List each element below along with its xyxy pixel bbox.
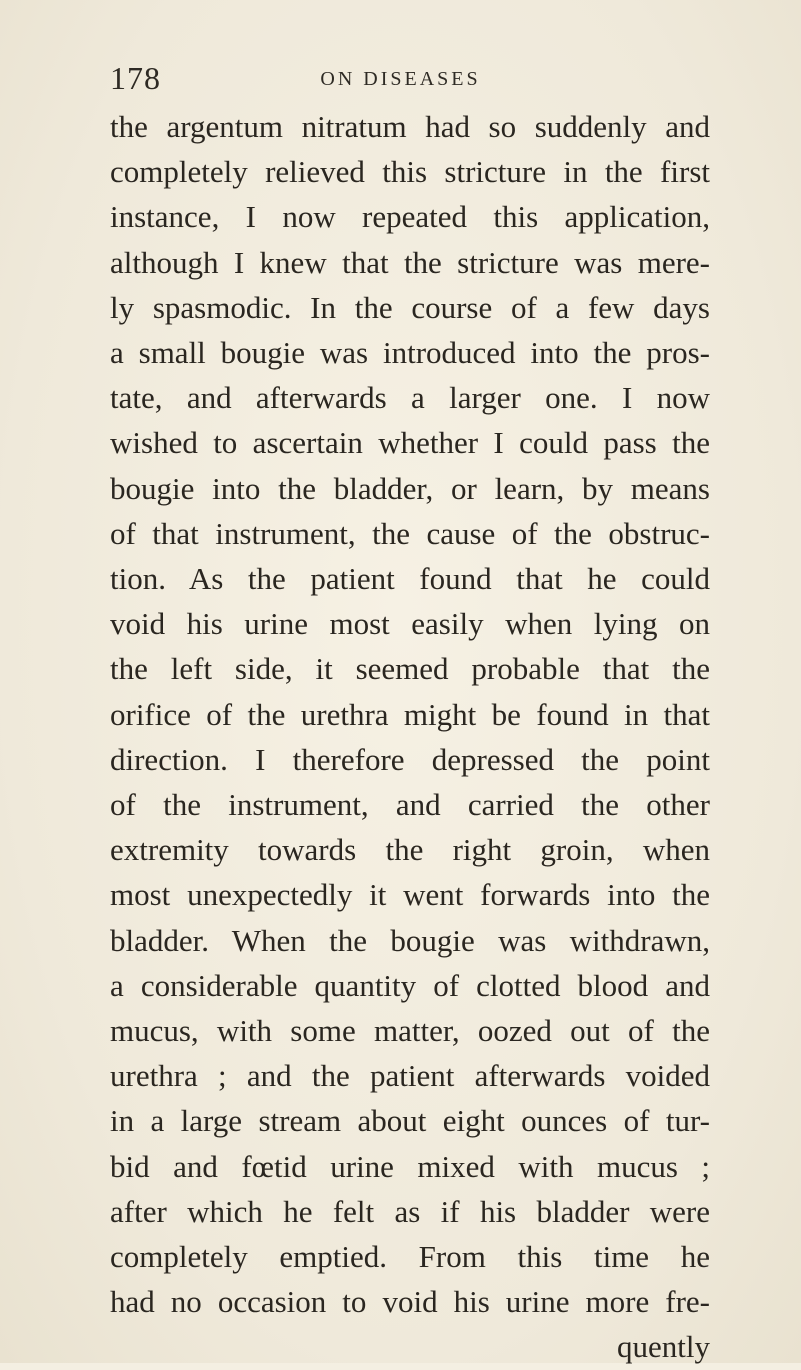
text-line: in a large stream about eight ounces of tur- [110,1103,710,1139]
text-line: extremity towards the right groin, when [110,832,710,868]
text-line: after which he felt as if his bladder were [110,1193,710,1229]
body-text [110,104,710,1370]
text-line: of that instrument, the cause of the obstruc- [110,515,710,551]
catchword: quently [617,1329,710,1365]
text-line: although I knew that the stricture was mere- [110,244,710,280]
text-line: had no occasion to void his urine more fre- [110,1284,710,1320]
text-line: urethra ; and the patient afterwards voided [110,1058,710,1094]
text-line: completely emptied. From this time he [110,1239,710,1275]
text-line: most unexpectedly it went forwards into the [110,877,710,913]
text-line: the argentum nitratum had so suddenly and [110,109,710,144]
text-line: bougie into the bladder, or learn, by means [110,470,710,506]
text-line: void his urine most easily when lying on [110,606,710,642]
page-header [110,60,691,100]
text-line: a small bougie was introduced into the pros- [110,335,710,371]
text-line: a considerable quantity of clotted blood and [110,967,710,1003]
text-line: wished to ascertain whether I could pass the [110,425,710,461]
text-line: bladder. When the bougie was withdrawn, [110,922,710,958]
text-line: tate, and afterwards a larger one. I now [110,380,710,416]
running-head: ON DISEASES [320,68,481,90]
text-line: instance, I now repeated this application, [110,199,710,235]
text-line: bid and fœtid urine mixed with mucus ; [110,1148,710,1184]
text-line: direction. I therefore depressed the point [110,741,710,777]
text-line: the left side, it seemed probable that the [110,651,710,687]
text-line: ly spasmodic. In the course of a few days [110,289,710,325]
text-line: of the instrument, and carried the other [110,787,710,823]
text-line: mucus, with some matter, oozed out of the [110,1013,710,1049]
page-number: 178 [110,60,161,96]
text-line: completely relieved this stricture in the first [110,154,710,190]
text-line: orifice of the urethra might be found in that [110,696,710,732]
text-line: tion. As the patient found that he could [110,561,710,597]
